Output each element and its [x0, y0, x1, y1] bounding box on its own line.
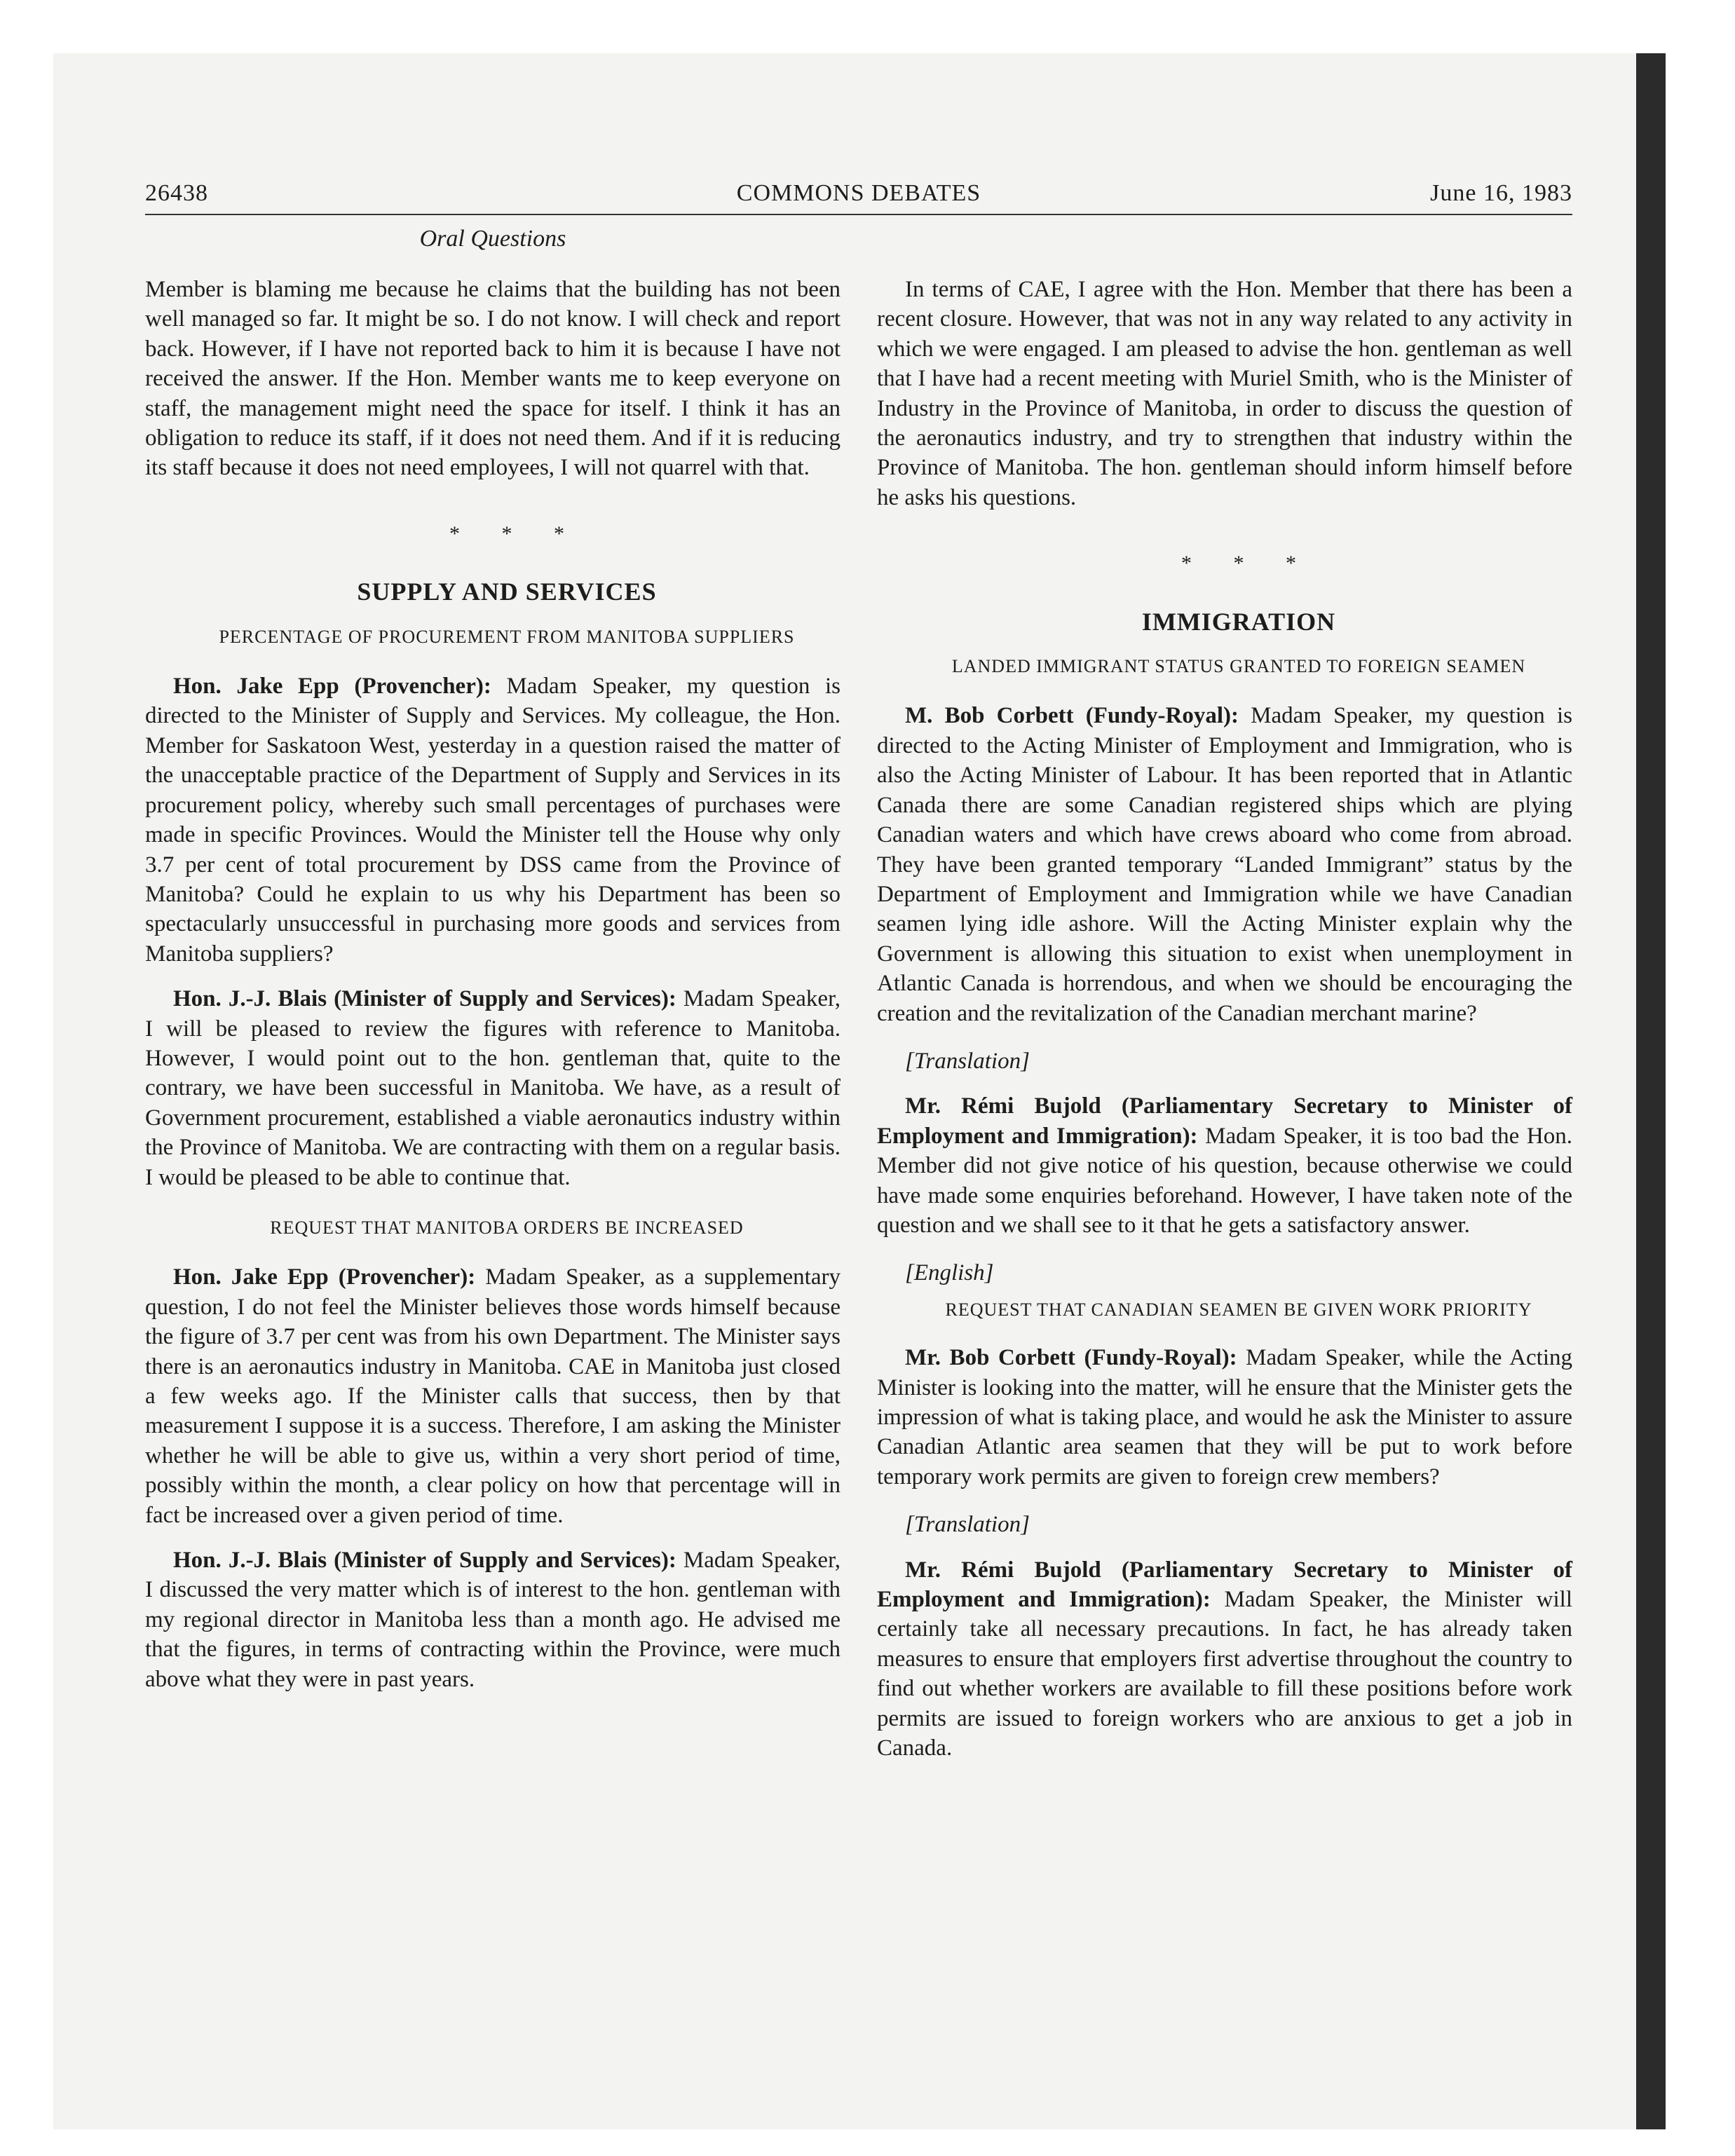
speech-text: Madam Speaker, the Minister will certainly take all necessary precautions. In fact, he has already taken measures to ensure that employers first advertise throughout the country to find out whether workers are available to fill these positions before work permits are issued to foreign workers who are anxious to get a job in Canada.	[877, 1587, 1572, 1761]
speaker-name: Hon. J.-J. Blais (Minister of Supply and Services):	[173, 986, 676, 1012]
paragraph	[877, 1555, 1572, 1763]
language-tag: [English]	[905, 1260, 994, 1286]
section-heading: IMMIGRATION	[1141, 607, 1336, 636]
paragraph	[145, 671, 841, 969]
speech-text: Madam Speaker, it is too bad the Hon. Member did not give notice of his question, because otherwise we could have made some enquiries beforehand. However, I have taken note of the question and we shall see to it that he gets a satisfactory answer.	[877, 1123, 1573, 1238]
speaker-name: Hon. Jake Epp (Provencher):	[173, 1264, 476, 1290]
speech-text: Madam Speaker, I will be pleased to review the figures with reference to Manitoba. However, I would point out to the hon. gentleman that, quite to the contrary, we have been successful in Manitoba. We have, as a result of Government procurement, established a viable aeronautics industry within the Province of Manitoba. We are contracting with them on a regular basis. I would be pleased to be able to continue that.	[145, 986, 841, 1190]
paragraph	[877, 1343, 1572, 1492]
section-separator: * * *	[449, 521, 583, 545]
subheading: REQUEST THAT MANITOBA ORDERS BE INCREASED	[270, 1217, 744, 1238]
binding-edge	[1636, 53, 1666, 2129]
language-tag: [Translation]	[905, 1048, 1030, 1074]
speech-text: Madam Speaker, my question is directed to the Minister of Supply and Services. My colleague, the Hon. Member for Saskatoon West, yesterday in a question raised the matter of the unacceptable practice of the Department of Supply and Services in its procurement policy, whereby such small percentages of purchases were made in specific Provinces. Would the Minister tell the House why only 3.7 per cent of total procurement by DSS came from the Province of Manitoba? Could he explain to us why his Department has been so spectacularly unsuccessful in purchasing more goods and services from Manitoba suppliers?	[145, 674, 841, 967]
section-label: Oral Questions	[419, 226, 566, 252]
paragraph	[145, 984, 841, 1192]
paragraph	[877, 1091, 1572, 1240]
speaker-name: Hon. J.-J. Blais (Minister of Supply and Services):	[173, 1548, 676, 1574]
page-header	[145, 179, 1572, 215]
speech-text: Madam Speaker, my question is directed to the Acting Minister of Employment and Immigration, who is also the Acting Minister of Labour. It has been reported that in Atlantic Canada there are some Canadian registered ships which are plying Canadian waters and which have crews aboard who come from abroad. They have been granted temporary “Landed Immigrant” status by the Department of Employment and Immigration while we have Canadian seamen lying idle ashore. Will the Acting Minister explain why the Government is allowing this situation to exist when unemployment in Atlantic Canada is horrendous, and when we should be encouraging the creation and the revitalization of the Canadian merchant marine?	[877, 703, 1572, 1026]
publication-date: June 16, 1983	[1430, 180, 1572, 206]
section-heading: SUPPLY AND SERVICES	[357, 578, 657, 606]
speaker-name: Mr. Rémi Bujold (Parliamentary Secretary to Minister of Employment and Immigration):	[877, 1557, 1572, 1613]
publication-title: COMMONS DEBATES	[736, 180, 981, 206]
speaker-name: Mr. Bob Corbett (Fundy-Royal):	[905, 1345, 1237, 1371]
section-separator: * * *	[1181, 552, 1314, 575]
language-tag: [Translation]	[905, 1512, 1030, 1538]
subheading: LANDED IMMIGRANT STATUS GRANTED TO FOREIGN SEAMEN	[951, 656, 1526, 677]
paragraph	[145, 1262, 841, 1530]
speech-text: Madam Speaker, I discussed the very matter which is of interest to the hon. gentleman with my regional director in Manitoba less than a month ago. He advised me that the figures, in terms of contracting within the Province, were much above what they were in past years.	[145, 1548, 841, 1692]
speech-text: Madam Speaker, while the Acting Minister is looking into the matter, will he ensure that the Minister gets the impression of what is taking place, and would he ask the Minister to assure Canadian Atlantic area seamen that they will be put to work before temporary work permits are given to foreign crew members?	[877, 1345, 1572, 1489]
paragraph: Member is blaming me because he claims that the building has not been well managed so far. It might be so. I do not know. I will check and report back. However, if I have not reported back to him it is because I have not received the answer. If the Hon. Member wants me to keep everyone on staff, the management might need the space for itself. I think it has an obligation to reduce its staff, if it does not need them. And if it is reducing its staff because it does not need employees, I will not quarrel with that.	[145, 277, 841, 481]
subheading: REQUEST THAT CANADIAN SEAMEN BE GIVEN WORK PRIORITY	[945, 1299, 1532, 1320]
page-number: 26438	[145, 180, 208, 206]
left-column	[145, 275, 841, 1694]
speech-text: Madam Speaker, as a supplementary question, I do not feel the Minister believes those words himself because the figure of 3.7 per cent was from his own Department. The Minister says there is an aeronautics industry in Manitoba. CAE in Manitoba just closed a few weeks ago. If the Minister calls that success, then by that measurement I suppose it is a success. Therefore, I am asking the Minister whether he will be able to give us, within a very short period of time, possibly within the month, a clear policy on how that percentage will in fact be increased over a given period of time.	[145, 1264, 841, 1528]
speaker-name: M. Bob Corbett (Fundy-Royal):	[905, 703, 1239, 729]
paragraph	[145, 1546, 841, 1694]
right-column	[877, 275, 1572, 1763]
subheading: PERCENTAGE OF PROCUREMENT FROM MANITOBA SUPPLIERS	[219, 626, 795, 647]
paragraph	[877, 701, 1572, 1028]
speaker-name: Hon. Jake Epp (Provencher):	[173, 674, 491, 700]
paragraph: In terms of CAE, I agree with the Hon. Member that there has been a recent closure. However, that was not in any way related to any activity in which we were engaged. I am pleased to advise the hon. gentleman as well that I have had a recent meeting with Muriel Smith, who is the Minister of Industry in the Province of Manitoba, in order to discuss the question of the aeronautics industry, and try to strengthen that industry within the Province of Manitoba. The hon. gentleman should inform himself before he asks his questions.	[877, 277, 1572, 510]
speaker-name: Mr. Rémi Bujold (Parliamentary Secretary to Minister of Employment and Immigration):	[877, 1093, 1572, 1149]
